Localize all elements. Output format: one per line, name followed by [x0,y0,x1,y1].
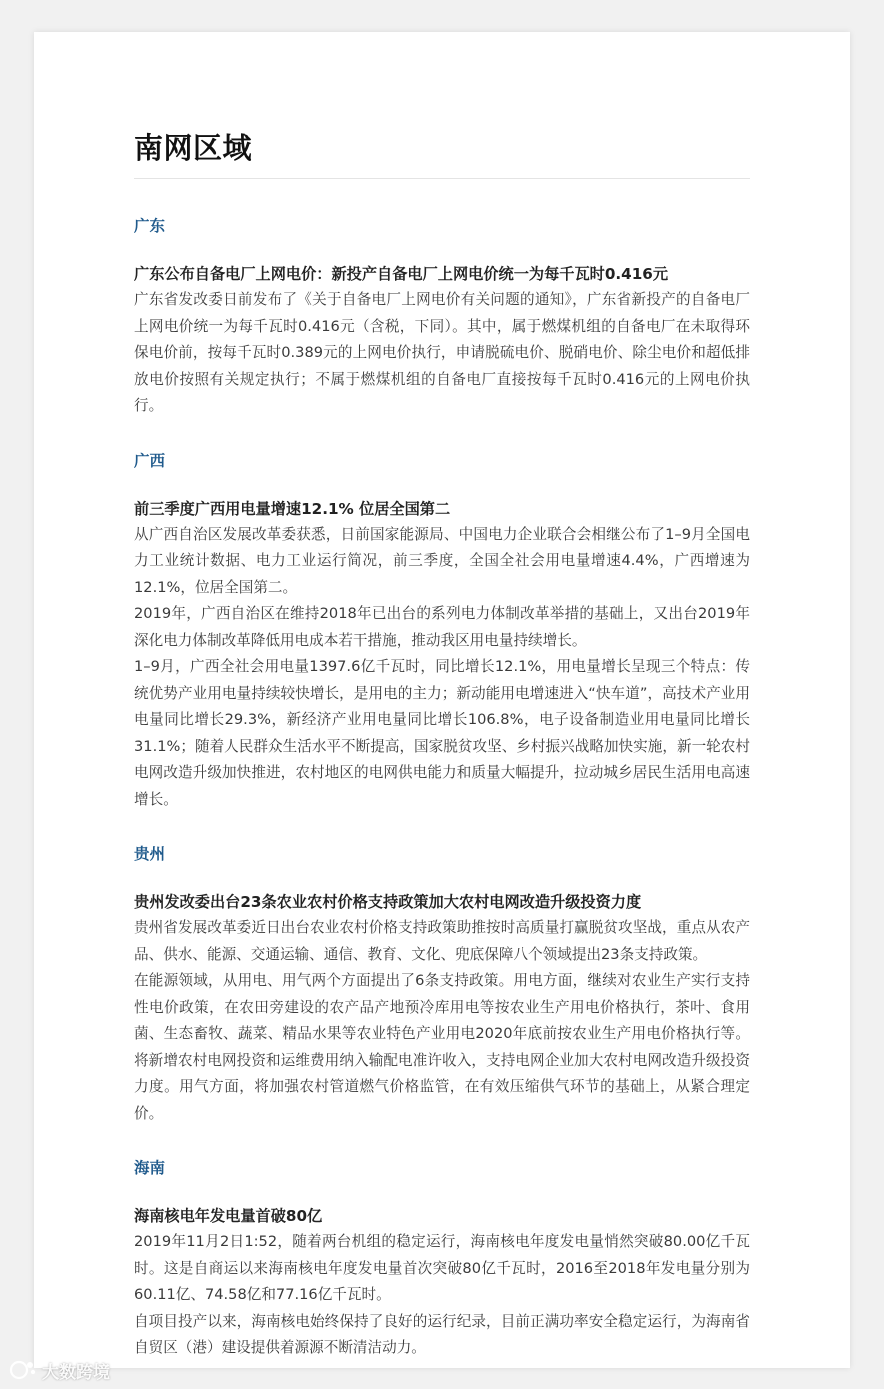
news-headline: 广东公布自备电厂上网电价：新投产自备电厂上网电价统一为每千瓦时0.416元 [134,265,669,283]
section-guizhou [134,843,750,1127]
watermark [8,1356,110,1384]
news-headline: 贵州发改委出台23条农业农村价格支持政策加大农村电网改造升级投资力度 [134,893,642,911]
news-paragraph: 贵州省发展改革委近日出台农业农村价格支持政策助推按时高质量打赢脱贫攻坚战，重点从农产品、供水、能源、交通运输、通信、教育、文化、兜底保障八个领域提出23条支持政策。 [134,919,750,963]
news-paragraph: 1–9月，广西全社会用电量1397.6亿千瓦时，同比增长12.1%，用电量增长呈现三个特点：传统优势产业用电量持续较快增长，是用电的主力；新动能用电增速进入“快车道”，高技术产业用电量同比增长29.3%，新经济产业用电量同比增长106.8%，电子设备制造业用电量同比增长31.1%；随着人民群众生活水平不断提高，国家脱贫攻坚、乡村振兴战略加快实施，新一轮农村电网改造升级加快推进，农村地区的电网供电能力和质量大幅提升，拉动城乡居民生活用电高速增长。 [134,658,750,808]
section-hainan [134,1157,750,1362]
news-paragraph: 2019年，广西自治区在维持2018年已出台的系列电力体制改革举措的基础上，又出台2019年深化电力体制改革降低用电成本若干措施，推动我区用电量持续增长。 [134,605,750,649]
section-guangxi [134,450,750,814]
region-heading: 广西 [134,451,166,470]
news-paragraph: 从广西自治区发展改革委获悉，日前国家能源局、中国电力企业联合会相继公布了1–9月全国电力工业统计数据、电力工业运行简况，前三季度，全国全社会用电量增速4.4%，广西增速为12.1%，位居全国第二。 [134,525,750,596]
page-title: 南网区域 [134,131,253,165]
article-content [134,128,750,1362]
section-guangdong [134,215,750,420]
region-heading: 广东 [134,217,166,235]
news-paragraph: 在能源领域，从用电、用气两个方面提出了6条支持政策。用电方面，继续对农业生产实行支持性电价政策，在农田旁建设的农产品产地预冷库用电等按农业生产用电价格执行，茶叶、食用菌、生态畜牧、蔬菜、精品水果等农业特色产业用电2020年底前按农业生产用电价格执行等。将新增农村电网投资和运维费用纳入输配电准许收入，支持电网企业加大农村电网改造升级投资力度。用气方面，将加强农村管道燃气价格监管，在有效压缩供气环节的基础上，从紧合理定价。 [134,972,750,1122]
title-divider [134,178,750,179]
logo-icon [8,1359,38,1381]
article-card [34,32,850,1368]
news-paragraph: 自项目投产以来，海南核电始终保持了良好的运行纪录，目前正满功率安全稳定运行，为海南省自贸区（港）建设提供着源源不断清洁动力。 [134,1312,750,1356]
news-headline: 海南核电年发电量首破80亿 [134,1207,323,1225]
news-paragraph: 2019年11月2日1:52，随着两台机组的稳定运行，海南核电年度发电量悄然突破80.00亿千瓦时。这是自商运以来海南核电年度发电量首次突破80亿千瓦时，2016至2018年发电量分别为60.11亿、74.58亿和77.16亿千瓦时。 [134,1233,750,1303]
news-headline: 前三季度广西用电量增速12.1% 位居全国第二 [134,499,451,518]
news-paragraph: 广东省发改委日前发布了《关于自备电厂上网电价有关问题的通知》，广东省新投产的自备电厂上网电价统一为每千瓦时0.416元（含税，下同）。其中，属于燃煤机组的自备电厂在未取得环保电价前，按每千瓦时0.389元的上网电价执行，申请脱硫电价、脱硝电价、除尘电价和超低排放电价按照有关规定执行；不属于燃煤机组的自备电厂直接按每千瓦时0.416元的上网电价执行。 [134,291,750,414]
watermark-text: 大数跨境 [42,1362,110,1383]
region-heading: 海南 [134,1159,166,1177]
region-heading: 贵州 [134,845,166,863]
